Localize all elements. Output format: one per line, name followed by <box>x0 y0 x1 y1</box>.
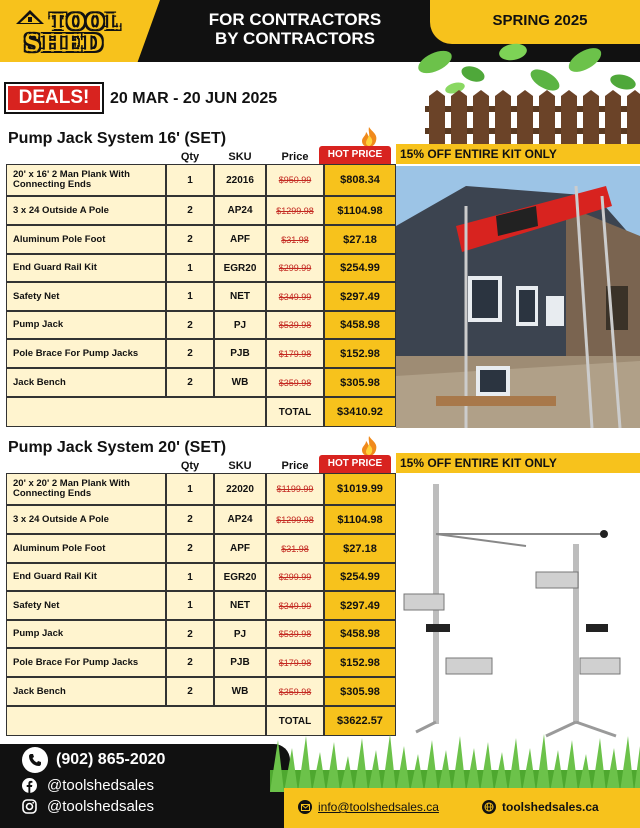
column-header-price: Price <box>281 460 309 472</box>
total-spacer <box>6 706 266 736</box>
facebook-handle[interactable]: @toolshedsales <box>47 777 154 794</box>
item-name: Jack Bench <box>6 368 166 397</box>
item-qty: 1 <box>166 473 214 505</box>
item-hot-price: $1019.99 <box>324 473 396 505</box>
item-sku: PJB <box>214 648 266 677</box>
item-regular-price: $1299.98 <box>266 505 324 534</box>
item-qty: 2 <box>166 648 214 677</box>
item-name: Pump Jack <box>6 620 166 648</box>
tool-shed-logo <box>10 6 132 56</box>
fence-decoration-icon <box>425 88 640 144</box>
table-row <box>6 677 396 706</box>
item-regular-price: $539.98 <box>266 620 324 648</box>
table-row <box>6 254 396 282</box>
section-title-20ft: Pump Jack System 20' (SET) <box>8 439 227 456</box>
item-hot-price: $297.49 <box>324 282 396 311</box>
flame-icon <box>356 436 382 456</box>
item-qty: 1 <box>166 591 214 620</box>
item-sku: 22020 <box>214 473 266 505</box>
table-row <box>6 473 396 505</box>
logo-word-tool: TOOL <box>50 9 121 34</box>
phone-contact[interactable] <box>22 747 165 773</box>
column-header-qty: Qty <box>180 151 200 163</box>
facebook-contact[interactable] <box>22 777 154 794</box>
item-sku: NET <box>214 591 266 620</box>
item-name: Safety Net <box>6 282 166 311</box>
flame-icon <box>356 127 382 147</box>
item-sku: PJ <box>214 311 266 339</box>
item-qty: 2 <box>166 368 214 397</box>
item-regular-price: $179.98 <box>266 648 324 677</box>
table-row <box>6 368 396 397</box>
item-regular-price: $359.98 <box>266 677 324 706</box>
website-contact[interactable] <box>482 800 599 814</box>
item-sku: PJB <box>214 339 266 368</box>
item-hot-price: $254.99 <box>324 563 396 591</box>
item-sku: AP24 <box>214 505 266 534</box>
table-row <box>6 225 396 254</box>
hot-price-badge: HOT PRICE <box>319 455 391 473</box>
instagram-handle[interactable]: @toolshedsales <box>47 798 154 815</box>
item-name: Safety Net <box>6 591 166 620</box>
item-qty: 1 <box>166 563 214 591</box>
instagram-contact[interactable] <box>22 798 154 815</box>
column-header-price: Price <box>281 151 309 163</box>
item-hot-price: $305.98 <box>324 677 396 706</box>
globe-icon <box>482 800 496 814</box>
item-regular-price: $31.98 <box>266 225 324 254</box>
item-sku: 22016 <box>214 164 266 196</box>
deals-badge: DEALS! <box>6 84 102 112</box>
offer-banner: 15% OFF ENTIRE KIT ONLY <box>396 453 640 473</box>
instagram-icon <box>22 799 37 814</box>
header-tagline <box>190 10 400 48</box>
total-label: TOTAL <box>266 397 324 427</box>
item-sku: PJ <box>214 620 266 648</box>
item-name: Jack Bench <box>6 677 166 706</box>
item-qty: 2 <box>166 534 214 563</box>
item-qty: 2 <box>166 339 214 368</box>
item-qty: 2 <box>166 311 214 339</box>
table-total-row <box>6 397 396 427</box>
email-contact[interactable] <box>298 800 439 814</box>
item-sku: AP24 <box>214 196 266 225</box>
email-address[interactable]: info@toolshedsales.ca <box>318 800 439 814</box>
item-hot-price: $297.49 <box>324 591 396 620</box>
item-regular-price: $359.98 <box>266 368 324 397</box>
item-regular-price: $539.98 <box>266 311 324 339</box>
table-row <box>6 534 396 563</box>
logo-word-shed: SHED <box>24 30 104 57</box>
item-sku: NET <box>214 282 266 311</box>
item-name: 20' x 20' 2 Man Plank With Connecting Ends <box>6 473 166 505</box>
table-row <box>6 164 396 196</box>
total-label: TOTAL <box>266 706 324 736</box>
table-row <box>6 620 396 648</box>
item-hot-price: $1104.98 <box>324 196 396 225</box>
item-regular-price: $179.98 <box>266 339 324 368</box>
item-qty: 1 <box>166 254 214 282</box>
item-name: 3 x 24 Outside A Pole <box>6 505 166 534</box>
item-hot-price: $27.18 <box>324 534 396 563</box>
item-regular-price: $1199.99 <box>266 473 324 505</box>
item-qty: 2 <box>166 505 214 534</box>
website-url[interactable]: toolshedsales.ca <box>502 800 599 814</box>
item-sku: EGR20 <box>214 254 266 282</box>
item-name: End Guard Rail Kit <box>6 563 166 591</box>
item-qty: 2 <box>166 620 214 648</box>
column-header-sku: SKU <box>228 460 252 472</box>
email-icon <box>298 800 312 814</box>
facebook-icon <box>22 778 37 793</box>
item-regular-price: $950.99 <box>266 164 324 196</box>
pump-jack-product-photo <box>396 474 640 744</box>
table-row <box>6 311 396 339</box>
item-qty: 1 <box>166 164 214 196</box>
column-header-sku: SKU <box>228 151 252 163</box>
item-name: Aluminum Pole Foot <box>6 534 166 563</box>
item-regular-price: $349.99 <box>266 591 324 620</box>
item-qty: 2 <box>166 196 214 225</box>
item-hot-price: $808.34 <box>324 164 396 196</box>
hot-price-badge: HOT PRICE <box>319 146 391 164</box>
phone-number[interactable]: (902) 865-2020 <box>56 751 166 768</box>
item-sku: APF <box>214 534 266 563</box>
item-qty: 2 <box>166 225 214 254</box>
house-scaffold-photo <box>396 166 640 428</box>
tagline-line-2: BY CONTRACTORS <box>215 29 375 48</box>
table-row <box>6 591 396 620</box>
item-hot-price: $27.18 <box>324 225 396 254</box>
item-hot-price: $254.99 <box>324 254 396 282</box>
deals-date-range: 20 MAR - 20 JUN 2025 <box>110 90 278 107</box>
item-hot-price: $458.98 <box>324 311 396 339</box>
item-regular-price: $349.99 <box>266 282 324 311</box>
grass-decoration-icon <box>270 730 640 792</box>
column-header-qty: Qty <box>180 460 200 472</box>
item-regular-price: $299.99 <box>266 563 324 591</box>
table-row <box>6 339 396 368</box>
table-row <box>6 563 396 591</box>
section-title-16ft: Pump Jack System 16' (SET) <box>8 130 227 147</box>
total-spacer <box>6 397 266 427</box>
item-regular-price: $299.99 <box>266 254 324 282</box>
item-name: 20' x 16' 2 Man Plank With Connecting Ends <box>6 164 166 196</box>
item-regular-price: $1299.98 <box>266 196 324 225</box>
season-label: SPRING 2025 <box>492 12 588 29</box>
item-name: Pole Brace For Pump Jacks <box>6 648 166 677</box>
item-hot-price: $458.98 <box>324 620 396 648</box>
item-qty: 2 <box>166 677 214 706</box>
item-name: Pole Brace For Pump Jacks <box>6 339 166 368</box>
table-row <box>6 196 396 225</box>
item-regular-price: $31.98 <box>266 534 324 563</box>
item-hot-price: $152.98 <box>324 339 396 368</box>
tagline-line-1: FOR CONTRACTORS <box>208 10 382 29</box>
item-hot-price: $305.98 <box>324 368 396 397</box>
item-hot-price: $152.98 <box>324 648 396 677</box>
item-sku: EGR20 <box>214 563 266 591</box>
table-row <box>6 648 396 677</box>
phone-icon <box>22 747 48 773</box>
item-sku: WB <box>214 677 266 706</box>
item-qty: 1 <box>166 282 214 311</box>
item-name: Aluminum Pole Foot <box>6 225 166 254</box>
item-name: End Guard Rail Kit <box>6 254 166 282</box>
total-value: $3410.92 <box>324 397 396 427</box>
offer-banner: 15% OFF ENTIRE KIT ONLY <box>396 144 640 164</box>
item-hot-price: $1104.98 <box>324 505 396 534</box>
table-row <box>6 505 396 534</box>
item-sku: WB <box>214 368 266 397</box>
item-name: Pump Jack <box>6 311 166 339</box>
table-row <box>6 282 396 311</box>
total-value: $3622.57 <box>324 706 396 736</box>
item-sku: APF <box>214 225 266 254</box>
item-name: 3 x 24 Outside A Pole <box>6 196 166 225</box>
